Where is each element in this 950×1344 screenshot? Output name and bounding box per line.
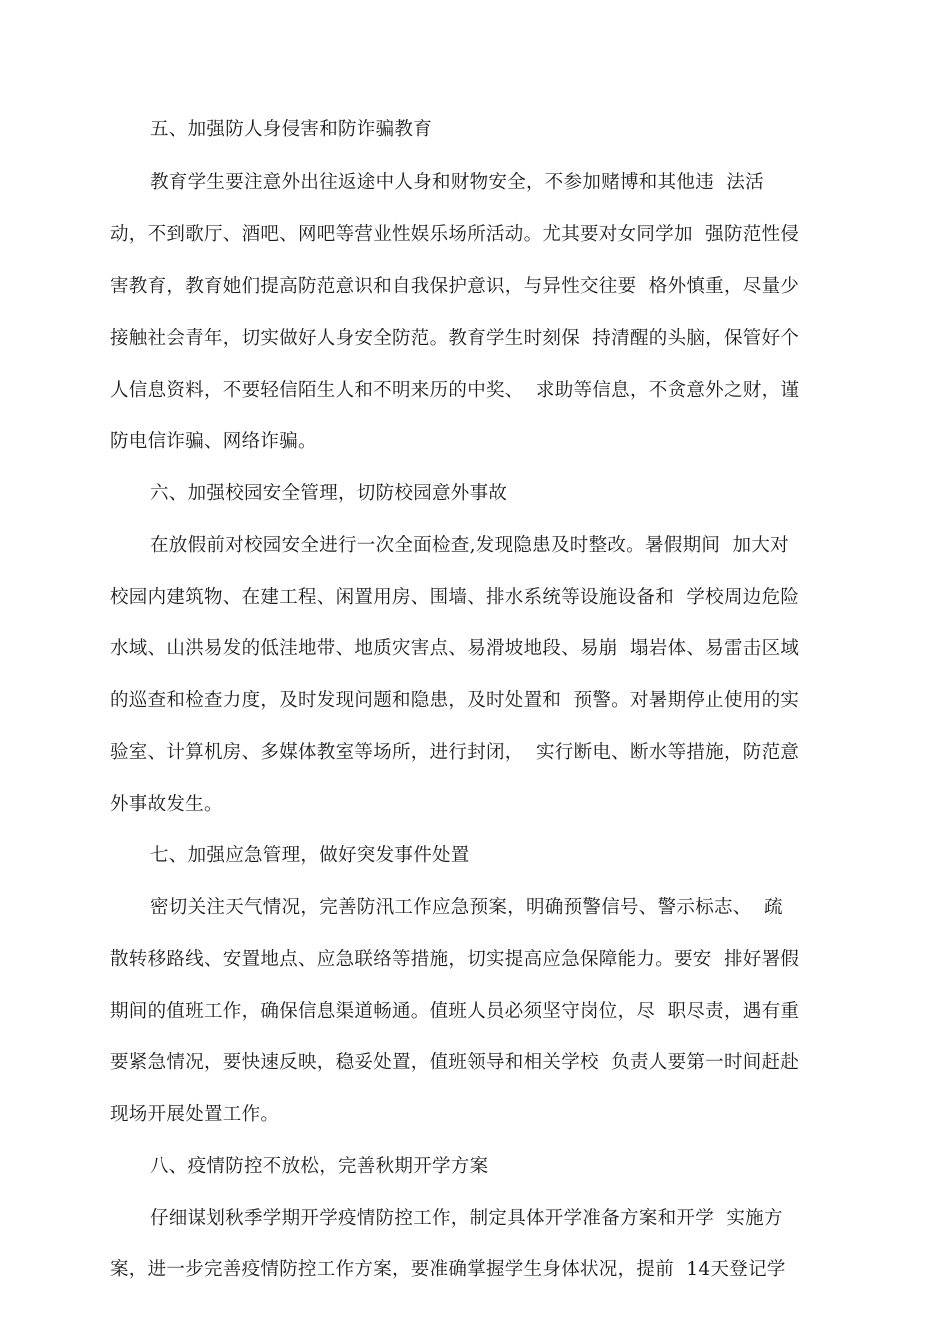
section-heading-8: 八、疫情防控不放松，完善秋期开学方案 <box>150 1156 489 1177</box>
paragraph-line: 散转移路线、安置地点、应急联络等措施，切实提高应急保障能力。要安 排好署假 <box>110 949 800 970</box>
paragraph-line: 害教育，教育她们提高防范意识和自我保护意识，与异性交往要 格外慎重，尽量少 <box>110 276 800 297</box>
paragraph-line: 案，进一步完善疫情防控工作方案，要准确掌握学生身体状况，提前 14天登记学 <box>110 1259 786 1280</box>
section-heading-6: 六、加强校园安全管理，切防校园意外事故 <box>150 483 508 504</box>
paragraph-line: 水域、山洪易发的低洼地带、地质灾害点、易滑坡地段、易崩 塌岩体、易雷击区域 <box>110 638 800 659</box>
section-heading-5: 五、加强防人身侵害和防诈骗教育 <box>150 119 433 140</box>
paragraph-line: 校园内建筑物、在建工程、闲置用房、围墙、排水系统等设施设备和 学校周边危险 <box>110 587 800 608</box>
paragraph-line: 在放假前对校园安全进行一次全面检查,发现隐患及时整改。暑假期间 加大对 <box>150 535 789 556</box>
paragraph-line: 动，不到歌厅、酒吧、网吧等营业性娱乐场所活动。尤其要对女同学加 强防范性侵 <box>110 224 800 245</box>
paragraph-line: 验室、计算机房、多媒体教室等场所，进行封闭， 实行断电、断水等措施，防范意 <box>110 742 800 763</box>
paragraph-line: 仔细谋划秋季学期开学疫情防控工作，制定具体开学准备方案和开学 实施方 <box>150 1208 783 1229</box>
section-heading-7: 七、加强应急管理，做好突发事件处置 <box>150 845 470 866</box>
paragraph-line: 接触社会青年，切实做好人身安全防范。教育学生时刻保 持清醒的头脑，保管好个 <box>110 328 800 349</box>
paragraph-line: 要紧急情况，要快速反映，稳妥处置，值班领导和相关学校 负责人要第一时间赶赴 <box>110 1052 800 1073</box>
paragraph-line: 外事故发生。 <box>110 794 223 815</box>
paragraph-line: 密切关注天气情况，完善防汛工作应急预案，明确预警信号、警示标志、 疏 <box>150 897 783 918</box>
paragraph-line: 现场开展处置工作。 <box>110 1104 280 1125</box>
paragraph-line: 防电信诈骗、网络诈骗。 <box>110 431 317 452</box>
paragraph-line: 教育学生要注意外出往返途中人身和财物安全，不参加赌博和其他违 法活 <box>150 172 764 193</box>
paragraph-line: 期间的值班工作，确保信息渠道畅通。值班人员必须坚守岗位，尽 职尽责，遇有重 <box>110 1001 800 1022</box>
paragraph-line: 的巡查和检查力度，及时发现问题和隐患，及时处置和 预警。对暑期停止使用的实 <box>110 690 800 711</box>
paragraph-line: 人信息资料，不要轻信陌生人和不明来历的中奖、 求助等信息，不贪意外之财，谨 <box>110 380 800 401</box>
